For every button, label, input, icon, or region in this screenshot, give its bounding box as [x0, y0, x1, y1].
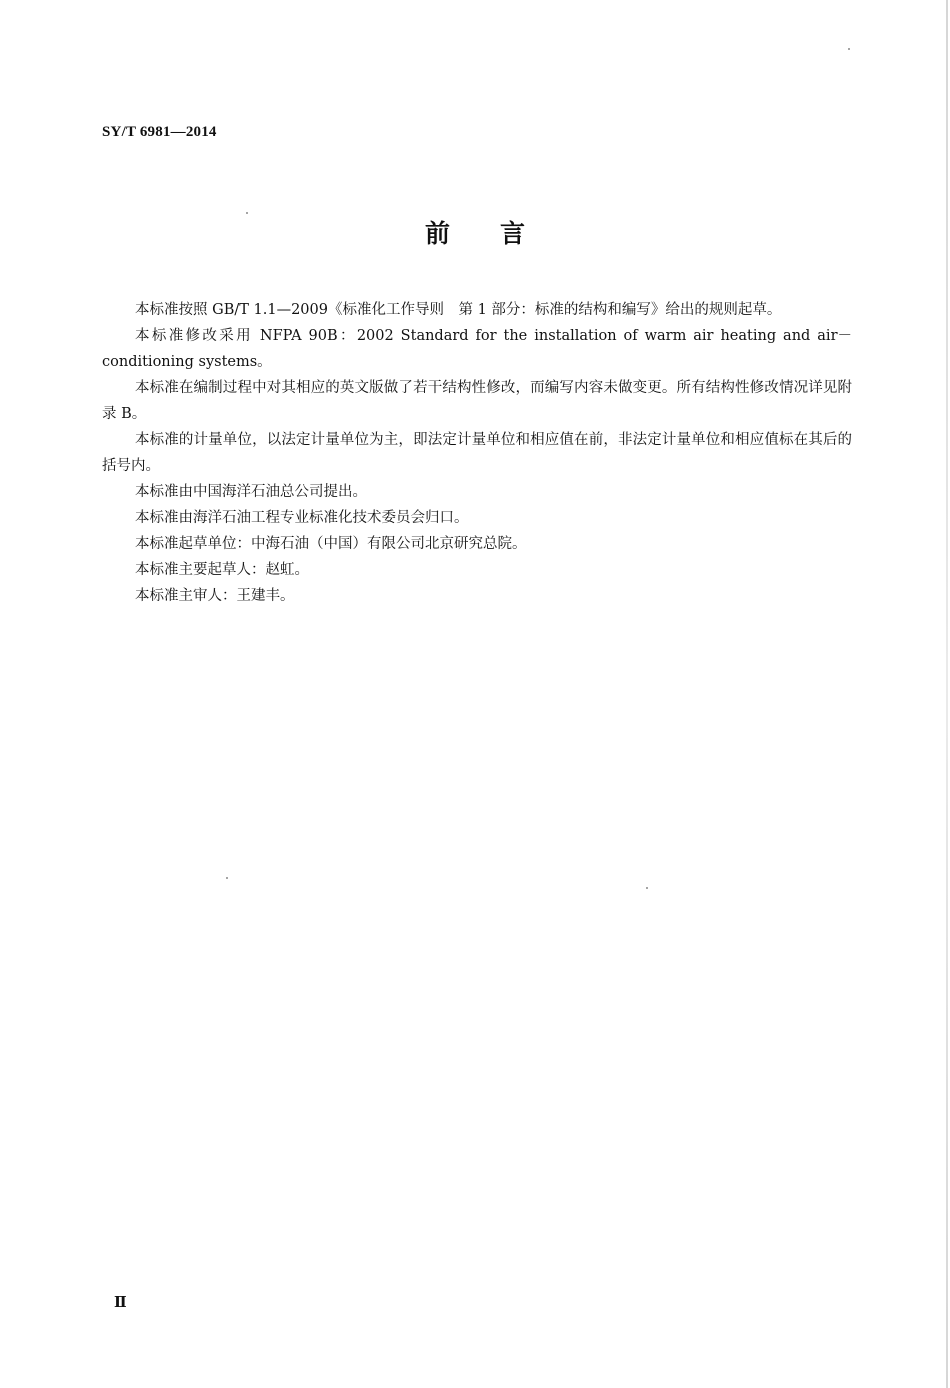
scan-speck [646, 887, 648, 889]
paragraph-adoption-source: 本标准修改采用 NFPA 90B：2002 Standard for the installation of warm air heating and air－conditioning systems。 [102, 328, 852, 370]
foreword-body [102, 297, 852, 609]
scan-speck [848, 48, 850, 50]
paragraph-main-drafter: 本标准主要起草人：赵虹。 [135, 562, 309, 578]
paragraph-structural-changes: 本标准在编制过程中对其相应的英文版做了若干结构性修改，而编写内容未做变更。所有结构性修改情况详见附录 B。 [102, 380, 852, 422]
paragraph-units: 本标准的计量单位，以法定计量单位为主，即法定计量单位和相应值在前，非法定计量单位和相应值标在其后的括号内。 [102, 432, 852, 474]
scan-speck [246, 212, 248, 214]
paragraph-chief-reviewer: 本标准主审人：王建丰。 [135, 588, 295, 604]
standard-number: SY/T 6981—2014 [102, 124, 217, 140]
page-number: Ⅱ [114, 1295, 127, 1311]
scan-edge-line [946, 0, 948, 1388]
scan-speck [226, 877, 228, 879]
paragraph-drafting-rules: 本标准按照 GB/T 1.1—2009《标准化工作导则 第 1 部分：标准的结构和编写》给出的规则起草。 [135, 302, 782, 318]
paragraph-committee: 本标准由海洋石油工程专业标准化技术委员会归口。 [135, 510, 469, 526]
page-title: 前言 [424, 219, 575, 248]
paragraph-proposer: 本标准由中国海洋石油总公司提出。 [135, 484, 367, 500]
paragraph-drafting-unit: 本标准起草单位：中海石油（中国）有限公司北京研究总院。 [135, 536, 527, 552]
